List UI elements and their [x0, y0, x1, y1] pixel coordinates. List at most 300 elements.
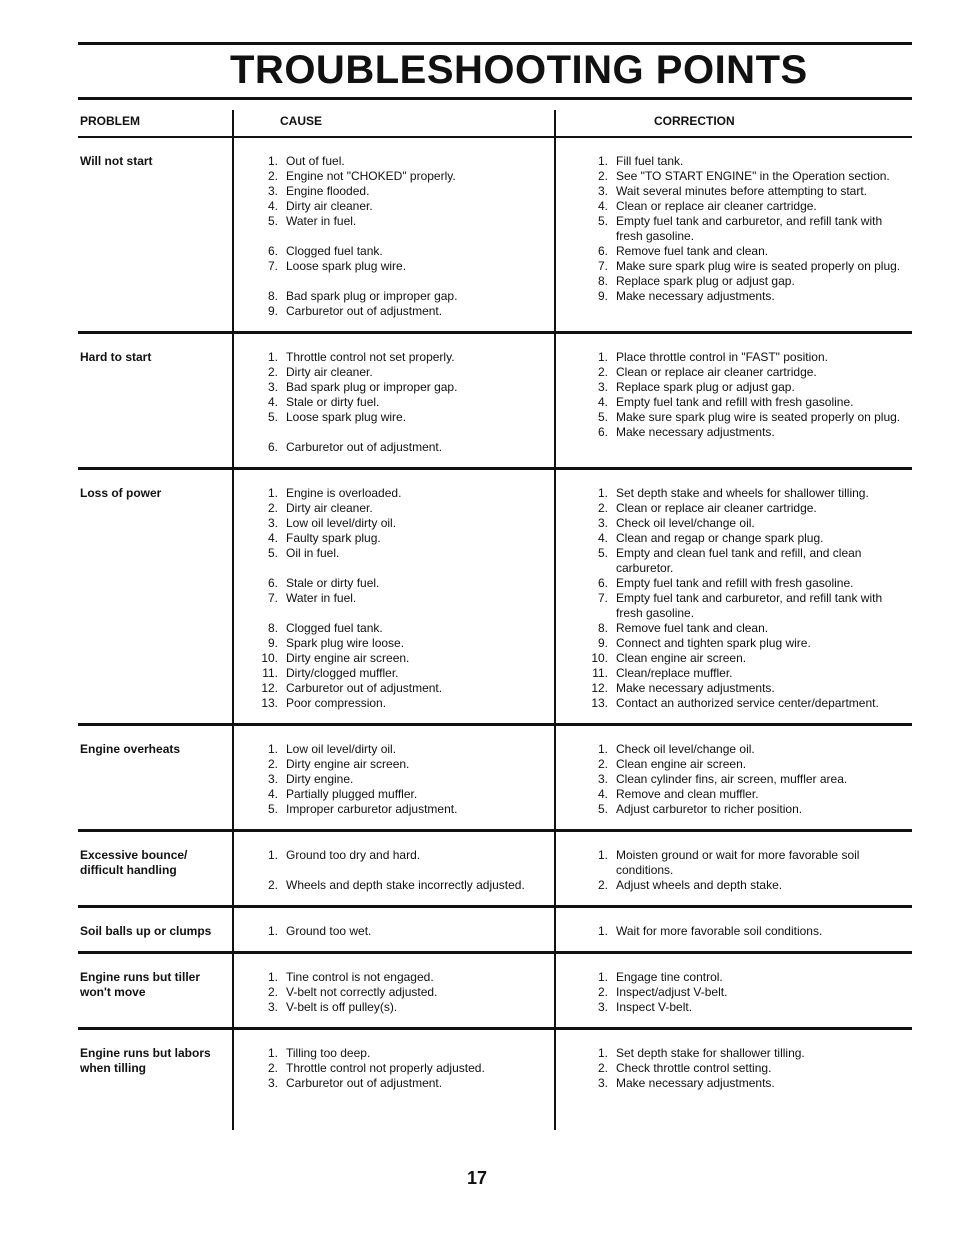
cause-item	[254, 863, 558, 878]
item-text: Remove and clean muffler.	[616, 787, 759, 801]
correction-item	[584, 289, 912, 304]
cause-item	[254, 274, 558, 289]
correction-item	[584, 1046, 912, 1061]
item-number: 3.	[597, 1000, 608, 1014]
cause-item	[254, 516, 558, 531]
correction-item	[584, 924, 912, 939]
correction-cell	[558, 138, 912, 331]
correction-cell	[558, 954, 912, 1027]
item-text: Spark plug wire loose.	[286, 636, 405, 650]
item-number: 2.	[267, 365, 278, 379]
item-text: Make necessary adjustments.	[616, 1076, 775, 1090]
item-number: 1.	[267, 1046, 278, 1060]
item-text: Clean engine air screen.	[616, 651, 747, 665]
item-text: Empty fuel tank and carburetor, and refill tank with fresh gasoline.	[616, 591, 883, 620]
correction-item	[584, 757, 912, 772]
item-number: 6.	[597, 576, 608, 590]
correction-list	[584, 848, 912, 893]
item-number: 2.	[597, 878, 608, 892]
item-text: Oil in fuel.	[286, 546, 340, 560]
item-text: Water in fuel.	[286, 591, 357, 605]
item-number: 8.	[597, 274, 608, 288]
item-text: Dirty/clogged muffler.	[286, 666, 399, 680]
cause-item	[254, 787, 558, 802]
item-number: 3.	[267, 516, 278, 530]
cause-item	[254, 621, 558, 636]
item-text: Remove fuel tank and clean.	[616, 244, 769, 258]
cause-item	[254, 651, 558, 666]
item-number: 6.	[267, 576, 278, 590]
cause-item	[254, 154, 558, 169]
item-number: 3.	[597, 516, 608, 530]
cause-list	[254, 970, 558, 1015]
correction-item	[584, 802, 912, 817]
item-number: 5.	[267, 214, 278, 228]
correction-item	[584, 214, 912, 244]
cause-item	[254, 410, 558, 425]
cause-item	[254, 531, 558, 546]
item-number: 2.	[597, 985, 608, 999]
item-number: 3.	[267, 1000, 278, 1014]
cause-item	[254, 985, 558, 1000]
item-text: Stale or dirty fuel.	[286, 395, 380, 409]
item-text: Clogged fuel tank.	[286, 621, 383, 635]
correction-list	[584, 350, 912, 440]
item-text: Poor compression.	[286, 696, 387, 710]
cause-item	[254, 772, 558, 787]
correction-item	[584, 154, 912, 169]
correction-item	[584, 410, 912, 425]
item-number	[254, 274, 286, 289]
item-text: Faulty spark plug.	[286, 531, 381, 545]
header-problem: PROBLEM	[80, 114, 140, 128]
item-number: 6.	[597, 244, 608, 258]
item-number: 3.	[267, 184, 278, 198]
item-text: Out of fuel.	[286, 154, 345, 168]
item-text: V-belt not correctly adjusted.	[286, 985, 438, 999]
item-text: Empty and clean fuel tank and refill, and clean carburetor.	[616, 546, 862, 575]
item-number: 7.	[267, 259, 278, 273]
cause-item	[254, 757, 558, 772]
cause-item	[254, 1046, 558, 1061]
item-number: 5.	[597, 802, 608, 816]
item-text: Clean/replace muffler.	[616, 666, 733, 680]
cause-item	[254, 244, 558, 259]
table-row	[78, 726, 912, 832]
item-text: Loose spark plug wire.	[286, 410, 407, 424]
item-number: 1.	[267, 970, 278, 984]
item-text: Dirty air cleaner.	[286, 199, 373, 213]
page-title: TROUBLESHOOTING POINTS	[230, 48, 808, 92]
table-row	[78, 954, 912, 1030]
item-text: Low oil level/dirty oil.	[286, 516, 397, 530]
cause-cell	[234, 726, 558, 829]
item-text: Empty fuel tank and refill with fresh gasoline.	[616, 395, 854, 409]
table-row	[78, 1030, 912, 1142]
item-number: 5.	[267, 802, 278, 816]
item-number: 4.	[267, 531, 278, 545]
table-row	[78, 832, 912, 908]
item-text: Dirty air cleaner.	[286, 365, 373, 379]
item-number: 4.	[597, 199, 608, 213]
correction-item	[584, 970, 912, 985]
cause-item	[254, 289, 558, 304]
correction-cell	[558, 470, 912, 723]
cause-list	[254, 924, 558, 939]
item-number: 6.	[267, 440, 278, 454]
correction-item	[584, 621, 912, 636]
item-number: 7.	[597, 591, 608, 605]
item-text: Dirty engine air screen.	[286, 651, 410, 665]
item-number: 2.	[597, 1061, 608, 1075]
correction-item	[584, 576, 912, 591]
item-number: 1.	[597, 924, 608, 938]
correction-list	[584, 486, 912, 711]
correction-item	[584, 772, 912, 787]
cause-item	[254, 229, 558, 244]
item-text: Make sure spark plug wire is seated properly on plug.	[616, 410, 901, 424]
item-text: Replace spark plug or adjust gap.	[616, 380, 795, 394]
troubleshooting-table	[78, 110, 912, 1142]
item-number: 7.	[267, 591, 278, 605]
correction-item	[584, 274, 912, 289]
correction-item	[584, 1076, 912, 1091]
cause-item	[254, 696, 558, 711]
item-text: Contact an authorized service center/department.	[616, 696, 879, 710]
item-number: 2.	[597, 365, 608, 379]
item-text: Engine not "CHOKED" properly.	[286, 169, 456, 183]
item-text: Engine flooded.	[286, 184, 370, 198]
correction-item	[584, 1000, 912, 1015]
item-text	[286, 425, 558, 440]
problem-cell: Soil balls up or clumps	[80, 924, 212, 938]
problem-cell: Will not start	[80, 154, 153, 168]
item-number	[254, 863, 286, 878]
item-text: Ground too wet.	[286, 924, 372, 938]
item-text: Clean cylinder fins, air screen, muffler area.	[616, 772, 848, 786]
correction-item	[584, 591, 912, 621]
item-text: Remove fuel tank and clean.	[616, 621, 769, 635]
item-text: Carburetor out of adjustment.	[286, 1076, 443, 1090]
item-text: Bad spark plug or improper gap.	[286, 380, 458, 394]
item-number: 1.	[597, 350, 608, 364]
item-number: 4.	[597, 395, 608, 409]
cause-cell	[234, 954, 558, 1027]
item-text: Replace spark plug or adjust gap.	[616, 274, 795, 288]
item-text	[286, 606, 558, 621]
correction-item	[584, 848, 912, 878]
item-text: Throttle control not properly adjusted.	[286, 1061, 485, 1075]
item-text: Inspect/adjust V-belt.	[616, 985, 728, 999]
item-text: Empty fuel tank and carburetor, and refill tank with fresh gasoline.	[616, 214, 883, 243]
cause-item	[254, 576, 558, 591]
table-row	[78, 334, 912, 470]
item-number	[254, 425, 286, 440]
correction-item	[584, 546, 912, 576]
cause-item	[254, 802, 558, 817]
item-number: 2.	[597, 169, 608, 183]
cause-cell	[234, 832, 558, 905]
correction-item	[584, 395, 912, 410]
item-number: 1.	[267, 486, 278, 500]
header-correction: CORRECTION	[654, 114, 735, 128]
correction-item	[584, 486, 912, 501]
item-text: Wheels and depth stake incorrectly adjusted.	[286, 878, 525, 892]
item-text	[286, 229, 558, 244]
correction-item	[584, 259, 912, 274]
page-title-bar	[78, 42, 912, 100]
item-number: 3.	[267, 1076, 278, 1090]
cause-cell	[234, 908, 558, 951]
cause-item	[254, 304, 558, 319]
item-text: Dirty air cleaner.	[286, 501, 373, 515]
cause-list	[254, 486, 558, 711]
correction-list	[584, 924, 912, 939]
item-number: 3.	[267, 772, 278, 786]
item-number: 4.	[597, 787, 608, 801]
problem-cell: Loss of power	[80, 486, 162, 500]
item-text: Adjust carburetor to richer position.	[616, 802, 803, 816]
item-number: 5.	[597, 546, 608, 560]
item-text: Wait for more favorable soil conditions.	[616, 924, 823, 938]
item-number	[254, 606, 286, 621]
cause-item	[254, 169, 558, 184]
correction-item	[584, 531, 912, 546]
item-number: 4.	[597, 531, 608, 545]
item-number: 2.	[267, 757, 278, 771]
item-number: 1.	[267, 924, 278, 938]
item-text	[286, 863, 558, 878]
item-text: Check oil level/change oil.	[616, 516, 755, 530]
cause-item	[254, 184, 558, 199]
item-number: 3.	[597, 1076, 608, 1090]
item-number: 12.	[261, 681, 278, 695]
item-number: 3.	[267, 380, 278, 394]
item-text	[286, 274, 558, 289]
cause-item	[254, 1076, 558, 1091]
cause-item	[254, 199, 558, 214]
cause-item	[254, 970, 558, 985]
item-text: Carburetor out of adjustment.	[286, 304, 443, 318]
correction-cell	[558, 908, 912, 951]
item-number: 12.	[591, 681, 608, 695]
item-number	[254, 229, 286, 244]
cause-item	[254, 259, 558, 274]
cause-item	[254, 591, 558, 606]
cause-cell	[234, 138, 558, 331]
item-text: Clean or replace air cleaner cartridge.	[616, 365, 817, 379]
item-number: 1.	[597, 848, 608, 862]
cause-item	[254, 214, 558, 229]
item-text: Empty fuel tank and refill with fresh gasoline.	[616, 576, 854, 590]
cause-item	[254, 848, 558, 863]
correction-cell	[558, 1030, 912, 1142]
item-text: Dirty engine.	[286, 772, 354, 786]
correction-item	[584, 365, 912, 380]
item-number: 2.	[267, 169, 278, 183]
item-text: Clean or replace air cleaner cartridge.	[616, 199, 817, 213]
item-number: 7.	[597, 259, 608, 273]
cause-item	[254, 924, 558, 939]
correction-cell	[558, 334, 912, 467]
item-text: Moisten ground or wait for more favorable soil conditions.	[616, 848, 860, 877]
item-text: Carburetor out of adjustment.	[286, 440, 443, 454]
correction-item	[584, 244, 912, 259]
item-number: 1.	[267, 350, 278, 364]
item-text: Clean or replace air cleaner cartridge.	[616, 501, 817, 515]
correction-item	[584, 696, 912, 711]
cause-item	[254, 681, 558, 696]
cause-list	[254, 742, 558, 817]
item-number: 1.	[597, 970, 608, 984]
item-text: Engage tine control.	[616, 970, 723, 984]
item-number: 11.	[592, 666, 608, 680]
item-number: 9.	[267, 636, 278, 650]
table-header	[78, 110, 912, 138]
item-text: Make sure spark plug wire is seated properly on plug.	[616, 259, 901, 273]
problem-cell: Hard to start	[80, 350, 152, 364]
item-number: 10.	[591, 651, 608, 665]
cause-item	[254, 365, 558, 380]
item-text: Make necessary adjustments.	[616, 425, 775, 439]
item-text: Place throttle control in "FAST" position.	[616, 350, 828, 364]
item-text: Inspect V-belt.	[616, 1000, 693, 1014]
column-divider-correction	[554, 110, 556, 1130]
item-number: 9.	[597, 636, 608, 650]
item-text: Clean engine air screen.	[616, 757, 747, 771]
correction-list	[584, 742, 912, 817]
problem-cell: Engine runs but tiller won't move	[80, 970, 201, 999]
item-text: Partially plugged muffler.	[286, 787, 418, 801]
item-number: 4.	[267, 787, 278, 801]
correction-item	[584, 651, 912, 666]
item-text: Adjust wheels and depth stake.	[616, 878, 783, 892]
item-text: Connect and tighten spark plug wire.	[616, 636, 811, 650]
item-text: Throttle control not set properly.	[286, 350, 455, 364]
item-text: Tilling too deep.	[286, 1046, 371, 1060]
cause-item	[254, 666, 558, 681]
cause-item	[254, 440, 558, 455]
item-text: Set depth stake and wheels for shallower tilling.	[616, 486, 869, 500]
cause-item	[254, 1000, 558, 1015]
item-text: Loose spark plug wire.	[286, 259, 407, 273]
item-number: 2.	[597, 501, 608, 515]
item-number: 1.	[267, 742, 278, 756]
correction-item	[584, 425, 912, 440]
correction-cell	[558, 726, 912, 829]
item-number: 4.	[267, 199, 278, 213]
cause-item	[254, 561, 558, 576]
item-text: Clean and regap or change spark plug.	[616, 531, 824, 545]
cause-item	[254, 1061, 558, 1076]
item-text: Check oil level/change oil.	[616, 742, 755, 756]
problem-cell: Excessive bounce/ difficult handling	[80, 848, 188, 877]
item-text: Make necessary adjustments.	[616, 289, 775, 303]
cause-item	[254, 380, 558, 395]
table-body	[78, 138, 912, 1142]
cause-cell	[234, 470, 558, 723]
item-number: 8.	[597, 621, 608, 635]
cause-cell	[234, 1030, 558, 1142]
correction-item	[584, 636, 912, 651]
item-text: Dirty engine air screen.	[286, 757, 410, 771]
problem-cell: Engine runs but labors when tilling	[80, 1046, 211, 1075]
cause-item	[254, 501, 558, 516]
cause-item	[254, 395, 558, 410]
item-number: 9.	[267, 304, 278, 318]
item-number: 3.	[597, 184, 608, 198]
item-text: Clogged fuel tank.	[286, 244, 383, 258]
item-number: 2.	[267, 501, 278, 515]
table-row	[78, 138, 912, 334]
item-number: 8.	[267, 289, 278, 303]
correction-item	[584, 1061, 912, 1076]
item-number	[254, 561, 286, 576]
item-number: 2.	[267, 878, 278, 892]
header-cause: CAUSE	[280, 114, 323, 128]
correction-item	[584, 681, 912, 696]
item-number: 5.	[597, 410, 608, 424]
page-number: 17	[466, 1168, 488, 1188]
cause-item	[254, 546, 558, 561]
item-text	[286, 561, 558, 576]
table-row	[78, 908, 912, 954]
item-number: 13.	[261, 696, 278, 710]
cause-item	[254, 425, 558, 440]
item-text: Improper carburetor adjustment.	[286, 802, 458, 816]
item-number: 2.	[267, 985, 278, 999]
item-number: 11.	[262, 666, 278, 680]
item-number: 10.	[261, 651, 278, 665]
item-text: Low oil level/dirty oil.	[286, 742, 397, 756]
cause-list	[254, 848, 558, 893]
item-text: V-belt is off pulley(s).	[286, 1000, 398, 1014]
item-number: 2.	[597, 757, 608, 771]
item-text: Wait several minutes before attempting to start.	[616, 184, 867, 198]
problem-cell: Engine overheats	[80, 742, 181, 756]
correction-cell	[558, 832, 912, 905]
item-number: 1.	[597, 742, 608, 756]
item-number: 4.	[267, 395, 278, 409]
cause-item	[254, 606, 558, 621]
item-number: 6.	[267, 244, 278, 258]
item-number: 13.	[591, 696, 608, 710]
correction-list	[584, 154, 912, 304]
item-number: 5.	[597, 214, 608, 228]
correction-item	[584, 169, 912, 184]
cause-list	[254, 350, 558, 455]
item-number: 3.	[597, 380, 608, 394]
correction-item	[584, 501, 912, 516]
correction-item	[584, 184, 912, 199]
correction-item	[584, 787, 912, 802]
item-text: Bad spark plug or improper gap.	[286, 289, 458, 303]
correction-item	[584, 666, 912, 681]
item-text: Stale or dirty fuel.	[286, 576, 380, 590]
item-number: 1.	[597, 486, 608, 500]
cause-cell	[234, 334, 558, 467]
column-divider-cause	[232, 110, 234, 1130]
item-text: Make necessary adjustments.	[616, 681, 775, 695]
cause-item	[254, 742, 558, 757]
item-text: Fill fuel tank.	[616, 154, 684, 168]
item-text: See "TO START ENGINE" in the Operation section.	[616, 169, 890, 183]
item-text: Carburetor out of adjustment.	[286, 681, 443, 695]
item-number: 1.	[267, 848, 278, 862]
item-text: Engine is overloaded.	[286, 486, 402, 500]
cause-item	[254, 878, 558, 893]
item-number: 6.	[597, 425, 608, 439]
